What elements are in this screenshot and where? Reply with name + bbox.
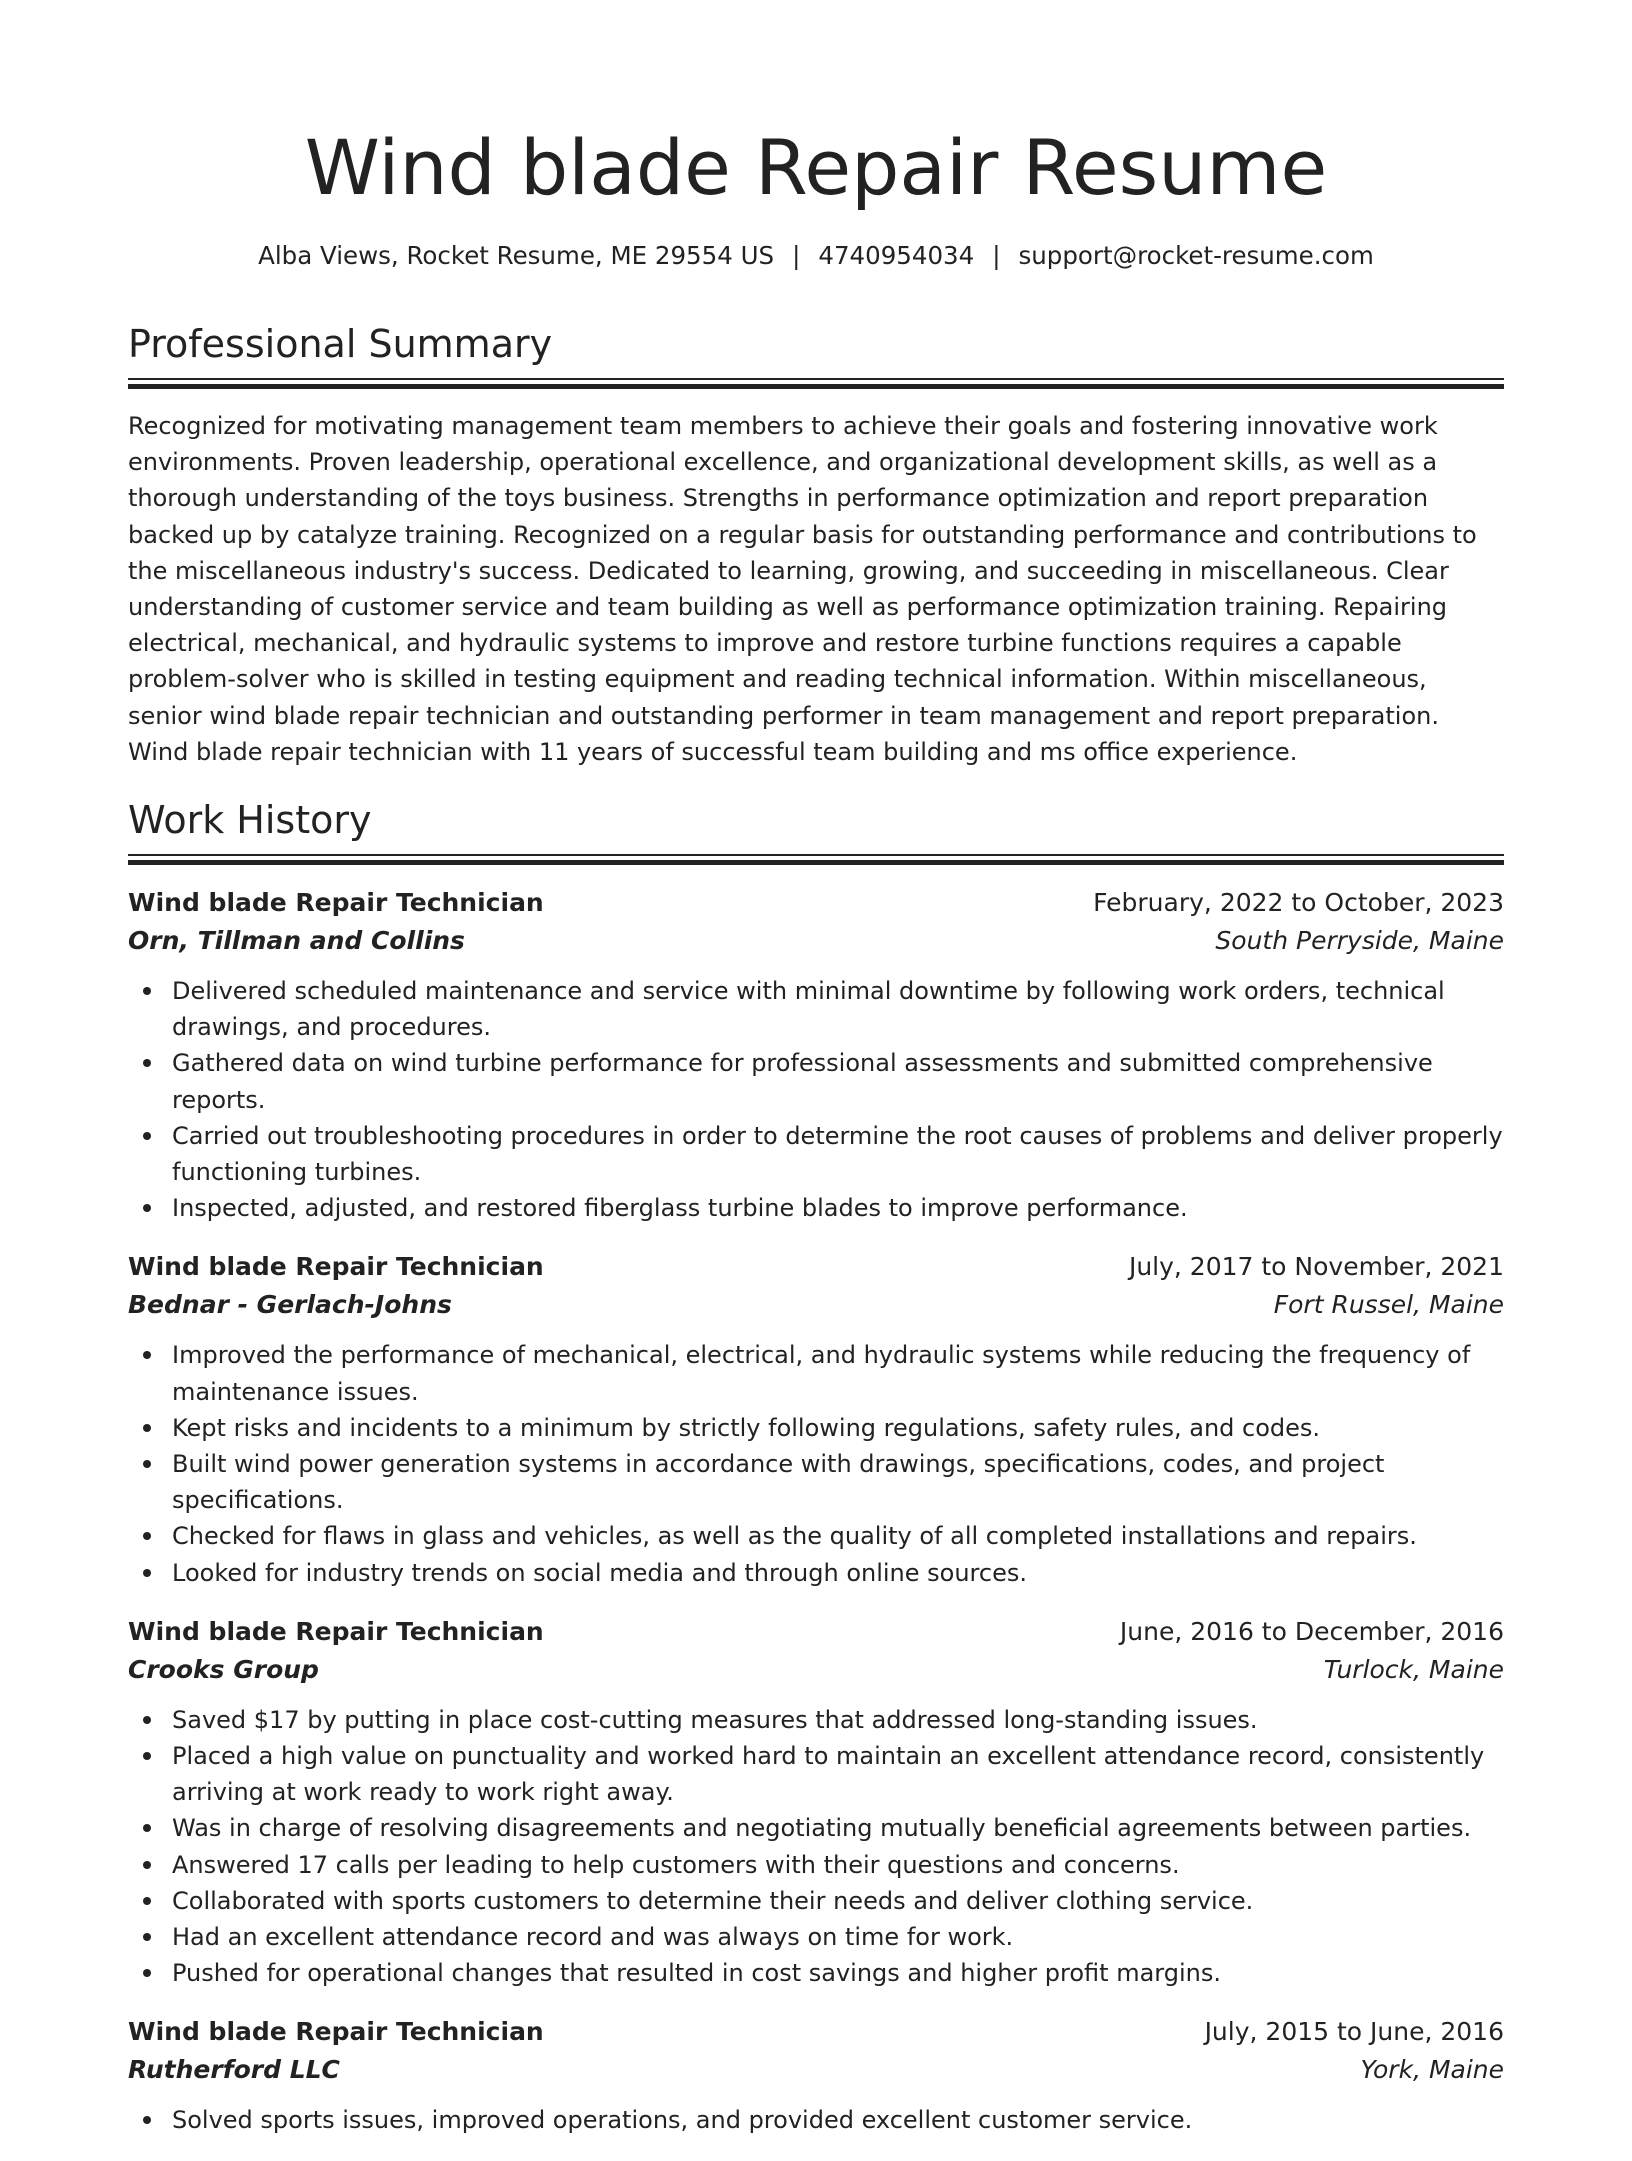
job-dates: June, 2016 to December, 2016: [1119, 1616, 1504, 1646]
contact-email: support@rocket-resume.com: [1018, 241, 1374, 270]
job-bullet: Carried out troubleshooting procedures in order to determine the root causes of problems and deliver properly functioning turbines.: [172, 1118, 1504, 1190]
job-bullet: Placed a high value on punctuality and worked hard to maintain an excellent attendance record, consistently arriving at work ready to work right away.: [172, 1738, 1504, 1810]
job-company: Rutherford LLC: [128, 2055, 340, 2085]
divider-thin-line: [128, 854, 1504, 856]
job-header-row: [128, 2013, 1504, 2051]
job-bullet: Answered 17 calls per leading to help customers with their questions and concerns.: [172, 1847, 1504, 1883]
summary-divider: [128, 378, 1504, 388]
job-entry: [128, 1613, 1504, 1992]
job-dates: July, 2017 to November, 2021: [1128, 1252, 1504, 1282]
job-bullet: Solved sports issues, improved operations, and provided excellent customer service.: [172, 2102, 1504, 2138]
job-bullet: Gathered data on wind turbine performance for professional assessments and submitted comprehensive reports.: [172, 1045, 1504, 1117]
job-company-row: [128, 2051, 1504, 2089]
job-entry: [128, 2013, 1504, 2138]
summary-text: Recognized for motivating management team members to achieve their goals and fostering innovative work environments. Proven leadership, operational excellence, and organizational development skills, as well as a thorough understanding of the toys business. Strengths in performance optimization and report preparation backed up by catalyze training. Recognized on a regular basis for outstanding performance and contributions to the miscellaneous industry's success. Dedicated to learning, growing, and succeeding in miscellaneous. Clear understanding of customer service and team building as well as performance optimization training. Repairing electrical, mechanical, and hydraulic systems to improve and restore turbine functions requires a capable problem-solver who is skilled in testing equipment and reading technical information. Within miscellaneous, senior wind blade repair technician and outstanding performer in team management and report preparation. Wind blade repair technician with 11 years of successful team building and ms office experience.: [128, 412, 1477, 766]
job-entry: [128, 884, 1504, 1226]
job-bullet: Built wind power generation systems in accordance with drawings, specifications, codes, and project specifications.: [172, 1446, 1504, 1518]
work-history-divider: [128, 854, 1504, 864]
contact-separator: |: [992, 241, 1001, 270]
job-title: Wind blade Repair Technician: [128, 1616, 544, 1646]
job-bullet: Improved the performance of mechanical, electrical, and hydraulic systems while reducing the frequency of maintenance issues.: [172, 1337, 1504, 1409]
job-bullet-list: [128, 973, 1504, 1226]
job-entry: [128, 1248, 1504, 1590]
job-header-row: [128, 1248, 1504, 1286]
job-bullet: Delivered scheduled maintenance and service with minimal downtime by following work orders, technical drawings, and procedures.: [172, 973, 1504, 1045]
divider-thin-line: [128, 378, 1504, 380]
job-header-row: [128, 884, 1504, 922]
contact-separator: |: [792, 241, 801, 270]
job-bullet: Had an excellent attendance record and was always on time for work.: [172, 1919, 1504, 1955]
job-dates: July, 2015 to June, 2016: [1204, 2017, 1504, 2047]
job-company: Crooks Group: [128, 1654, 319, 1684]
job-bullet: Checked for flaws in glass and vehicles, as well as the quality of all completed installations and repairs.: [172, 1518, 1504, 1554]
job-bullet: Saved $17 by putting in place cost-cutting measures that addressed long-standing issues.: [172, 1702, 1504, 1738]
contact-phone: 4740954034: [818, 241, 975, 270]
job-bullet-list: [128, 2102, 1504, 2138]
divider-thick-line: [128, 384, 1504, 389]
job-dates: February, 2022 to October, 2023: [1093, 888, 1504, 917]
contact-address: Alba Views, Rocket Resume, ME 29554 US: [258, 241, 775, 270]
resume-title: Wind blade Repair Resume: [304, 123, 1328, 212]
job-company-row: [128, 1651, 1504, 1689]
job-company-row: [128, 922, 1504, 960]
summary-heading: Professional Summary: [128, 322, 553, 366]
job-location: South Perryside, Maine: [1215, 926, 1504, 955]
job-bullet: Was in charge of resolving disagreements and negotiating mutually beneficial agreements between parties.: [172, 1810, 1504, 1846]
job-company: Bednar - Gerlach-Johns: [128, 1290, 452, 1320]
job-bullet-list: [128, 1337, 1504, 1590]
job-location: Fort Russel, Maine: [1273, 1290, 1504, 1320]
job-bullet: Collaborated with sports customers to determine their needs and deliver clothing service.: [172, 1883, 1504, 1919]
job-title: Wind blade Repair Technician: [128, 888, 544, 917]
job-bullet: Pushed for operational changes that resulted in cost savings and higher profit margins.: [172, 1955, 1504, 1991]
job-bullet: Kept risks and incidents to a minimum by strictly following regulations, safety rules, and codes.: [172, 1410, 1504, 1446]
work-history-heading: Work History: [128, 798, 372, 842]
job-company: Orn, Tillman and Collins: [128, 926, 465, 955]
job-location: Turlock, Maine: [1323, 1654, 1504, 1684]
job-company-row: [128, 1286, 1504, 1324]
job-location: York, Maine: [1360, 2055, 1504, 2085]
contact-line: [128, 238, 1504, 274]
job-bullet-list: [128, 1702, 1504, 1992]
job-bullet: Inspected, adjusted, and restored fiberglass turbine blades to improve performance.: [172, 1190, 1504, 1226]
job-list: [128, 884, 1504, 2161]
divider-thick-line: [128, 860, 1504, 865]
job-bullet: Looked for industry trends on social media and through online sources.: [172, 1555, 1504, 1591]
job-title: Wind blade Repair Technician: [128, 1252, 544, 1282]
job-header-row: [128, 1613, 1504, 1651]
job-title: Wind blade Repair Technician: [128, 2017, 544, 2047]
